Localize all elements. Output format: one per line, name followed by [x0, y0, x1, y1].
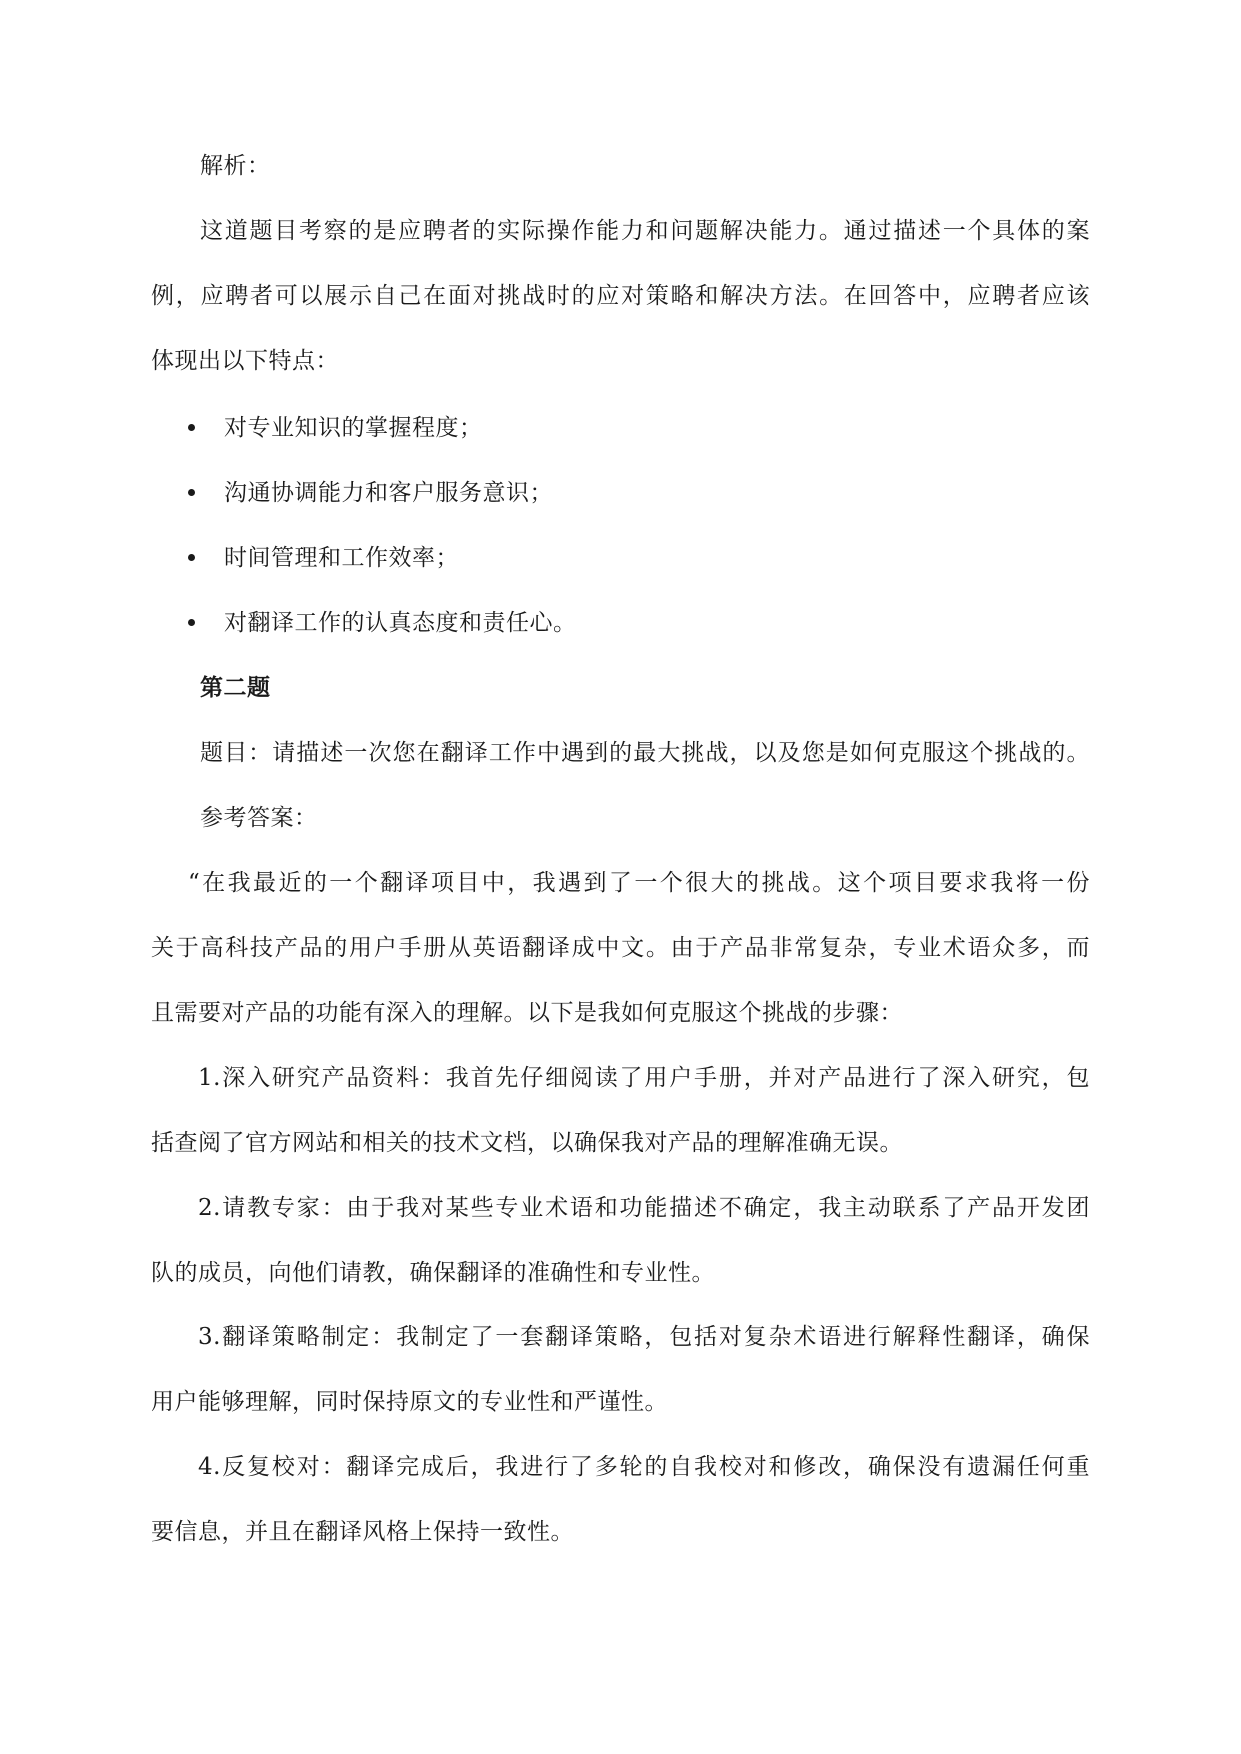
- step-line: 要信息，并且在翻译风格上保持一致性。: [151, 1519, 574, 1545]
- question-text: 题目：请描述一次您在翻译工作中遇到的最大挑战，以及您是如何克服这个挑战的。: [200, 740, 1090, 766]
- bullet-item: 沟通协调能力和客户服务意识；: [224, 480, 553, 506]
- step-line: 1.深入研究产品资料：我首先仔细阅读了用户手册，并对产品进行了深入研究，包: [198, 1065, 1090, 1091]
- step-line: 3.翻译策略制定：我制定了一套翻译策略，包括对复杂术语进行解释性翻译，确保: [198, 1324, 1090, 1350]
- bullet-item: 对专业知识的掌握程度；: [224, 415, 483, 441]
- analysis-paragraph-line: 这道题目考察的是应聘者的实际操作能力和问题解决能力。通过描述一个具体的案: [200, 218, 1090, 244]
- bullet-item: 对翻译工作的认真态度和责任心。: [224, 610, 577, 636]
- answer-label: 参考答案：: [200, 805, 318, 831]
- step-line: 括查阅了官方网站和相关的技术文档，以确保我对产品的理解准确无误。: [151, 1130, 903, 1156]
- answer-intro-line: 关于高科技产品的用户手册从英语翻译成中文。由于产品非常复杂，专业术语众多，而: [151, 935, 1090, 961]
- step-line: 队的成员，向他们请教，确保翻译的准确性和专业性。: [151, 1260, 715, 1286]
- answer-intro-line: 且需要对产品的功能有深入的理解。以下是我如何克服这个挑战的步骤：: [151, 1000, 903, 1026]
- analysis-label: 解析：: [200, 153, 271, 179]
- section-heading: 第二题: [200, 674, 271, 701]
- step-line: 用户能够理解，同时保持原文的专业性和严谨性。: [151, 1389, 668, 1415]
- analysis-paragraph-line: 例，应聘者可以展示自己在面对挑战时的应对策略和解决方法。在回答中，应聘者应该: [151, 283, 1090, 309]
- bullet-dot-icon: [188, 554, 195, 561]
- step-line: 2.请教专家：由于我对某些专业术语和功能描述不确定，我主动联系了产品开发团: [198, 1195, 1090, 1221]
- bullet-dot-icon: [188, 489, 195, 496]
- answer-intro-line: “在我最近的一个翻译项目中，我遇到了一个很大的挑战。这个项目要求我将一份: [188, 870, 1090, 896]
- analysis-paragraph-line: 体现出以下特点：: [151, 348, 339, 374]
- bullet-dot-icon: [188, 619, 195, 626]
- bullet-dot-icon: [188, 424, 195, 431]
- bullet-item: 时间管理和工作效率；: [224, 545, 459, 571]
- step-line: 4.反复校对：翻译完成后，我进行了多轮的自我校对和修改，确保没有遗漏任何重: [198, 1454, 1090, 1480]
